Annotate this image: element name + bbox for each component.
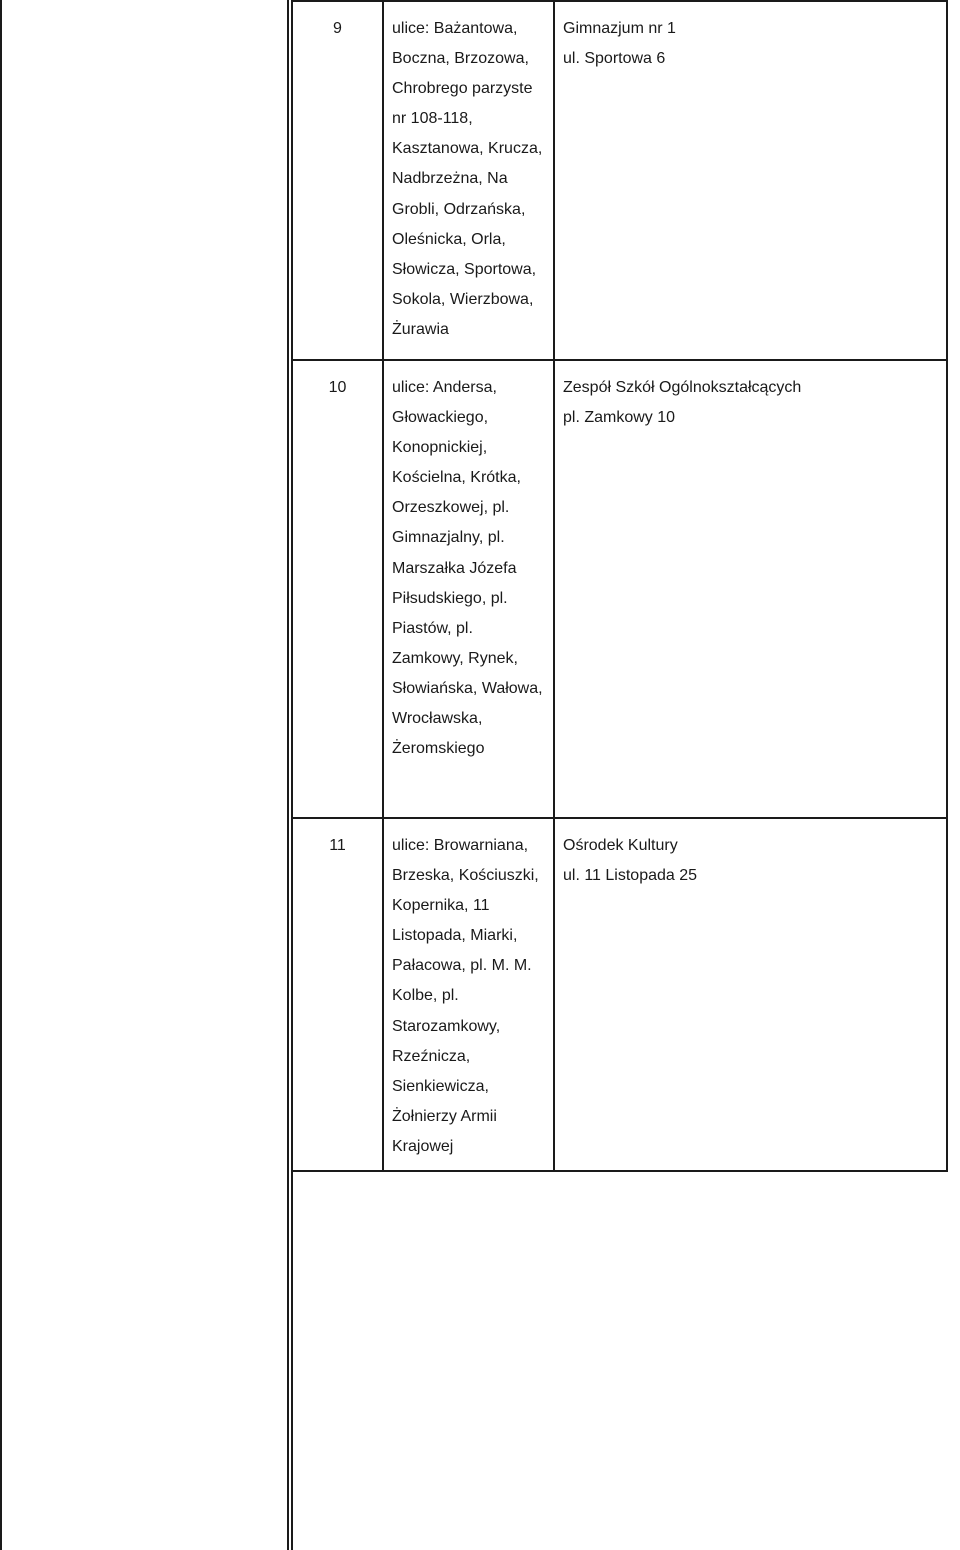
- street-line: Słowiańska, Wałowa,: [392, 679, 543, 697]
- school-address: ul. Sportowa 6: [563, 50, 666, 68]
- street-line: Kościelna, Krótka,: [392, 469, 521, 487]
- street-line: ulice: Browarniana,: [392, 837, 529, 854]
- street-line: Krajowej: [392, 1137, 454, 1155]
- street-line: Sienkiewicza,: [392, 1077, 489, 1095]
- street-line: Żołnierzy Armii: [392, 1107, 497, 1125]
- streets-cell: [383, 360, 554, 818]
- street-line: ulice: Bażantowa,: [392, 20, 518, 37]
- table-row: [292, 360, 947, 818]
- street-line: Żeromskiego: [392, 740, 485, 758]
- street-line: Gimnazjalny, pl.: [392, 529, 505, 547]
- street-line: Piastów, pl.: [392, 619, 473, 637]
- street-line: Kasztanowa, Krucza,: [392, 140, 543, 158]
- street-line: Słowicza, Sportowa,: [392, 260, 537, 278]
- page-left-border: [0, 0, 2, 1550]
- table-row: [292, 1, 947, 360]
- street-line: Brzeska, Kościuszki,: [392, 867, 539, 885]
- school-address: ul. 11 Listopada 25: [563, 867, 698, 885]
- table-left-border: [287, 0, 289, 1550]
- street-line: Oleśnicka, Orla,: [392, 230, 506, 248]
- street-line: Grobli, Odrzańska,: [392, 200, 526, 218]
- street-line: Nadbrzeżna, Na: [392, 170, 508, 188]
- street-line: nr 108-118,: [392, 110, 473, 128]
- street-line: Zamkowy, Rynek,: [392, 649, 518, 667]
- street-line: Kolbe, pl.: [392, 987, 459, 1005]
- school-name: Zespół Szkół Ogólnokształcących: [563, 379, 802, 396]
- street-line: Sokola, Wierzbowa,: [392, 290, 534, 308]
- streets-cell: [383, 818, 554, 1171]
- school-cell: [554, 818, 947, 1171]
- district-number: 10: [292, 360, 383, 818]
- district-number: 11: [292, 818, 383, 1171]
- street-line: Wrocławska,: [392, 710, 483, 728]
- streets-cell: [383, 1, 554, 360]
- school-cell: [554, 1, 947, 360]
- school-name: Ośrodek Kultury: [563, 837, 678, 854]
- district-table: [291, 0, 948, 1172]
- street-line: Orzeszkowej, pl.: [392, 499, 510, 517]
- street-line: Rzeźnicza,: [392, 1047, 471, 1065]
- school-name: Gimnazjum nr 1: [563, 20, 676, 37]
- street-line: Konopnickiej,: [392, 439, 488, 457]
- street-line: Boczna, Brzozowa,: [392, 50, 529, 68]
- street-line: Marszałka Józefa: [392, 559, 517, 577]
- street-line: Chrobrego parzyste: [392, 80, 533, 98]
- street-line: Kopernika, 11: [392, 897, 490, 915]
- school-cell: [554, 360, 947, 818]
- street-line: Głowackiego,: [392, 409, 489, 427]
- street-line: ulice: Andersa,: [392, 379, 497, 396]
- table-row: [292, 818, 947, 1171]
- street-line: Pałacowa, pl. M. M.: [392, 957, 532, 975]
- street-line: Starozamkowy,: [392, 1017, 501, 1035]
- district-number: 9: [292, 1, 383, 360]
- street-line: Piłsudskiego, pl.: [392, 589, 508, 607]
- street-line: Żurawia: [392, 320, 449, 338]
- school-address: pl. Zamkowy 10: [563, 409, 676, 427]
- street-line: Listopada, Miarki,: [392, 927, 518, 945]
